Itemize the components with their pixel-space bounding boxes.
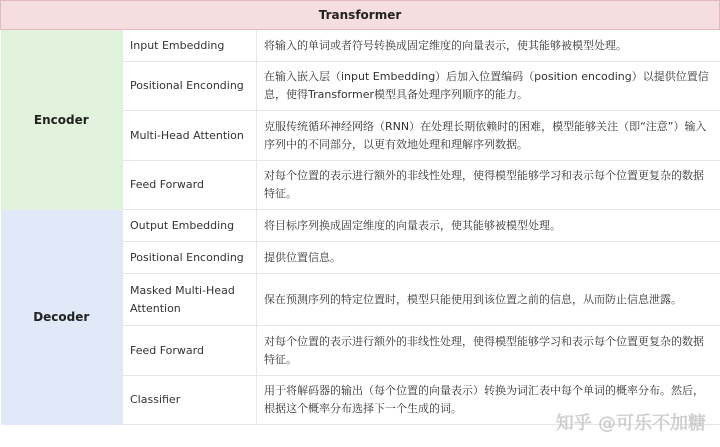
- component-description: 提供位置信息。: [257, 242, 720, 274]
- component-description: 将目标序列换成固定维度的向量表示，使其能够被模型处理。: [257, 210, 720, 242]
- component-name: Positional Enconding: [123, 242, 257, 274]
- component-name: Output Embedding: [123, 210, 257, 242]
- component-description: 用于将解码器的输出（每个位置的向量表示）转换为词汇表中每个单词的概率分布。然后，根据这个概率分布选择下一个生成的词。: [257, 376, 720, 425]
- component-name: Multi-Head Attention: [123, 111, 257, 161]
- component-description: 克服传统循环神经网络（RNN）在处理长期依赖时的困难，模型能够关注（即“注意”）输入序列中的不同部分，以更有效地处理和理解序列数据。: [257, 111, 720, 161]
- decoder-group-label: Decoder: [1, 210, 123, 425]
- component-name: Masked Multi-Head Attention: [123, 274, 257, 326]
- table-title-row: [1, 1, 720, 30]
- table-row: [1, 210, 720, 242]
- component-description: 将输入的单词或者符号转换成固定维度的向量表示，使其能够被模型处理。: [257, 30, 720, 62]
- component-description: 在输入嵌入层（input Embedding）后加入位置编码（position encoding）以提供位置信息，使得Transformer模型具备处理序列顺序的能力。: [257, 62, 720, 111]
- component-description: 对每个位置的表示进行额外的非线性处理，使得模型能够学习和表示每个位置更复杂的数据特征。: [257, 161, 720, 210]
- component-name: Feed Forward: [123, 326, 257, 376]
- component-name: Input Embedding: [123, 30, 257, 62]
- component-description: 保在预测序列的特定位置时，模型只能使用到该位置之前的信息，从而防止信息泄露。: [257, 274, 720, 326]
- table-row: [1, 30, 720, 62]
- component-name: Feed Forward: [123, 161, 257, 210]
- table-title: Transformer: [1, 1, 720, 30]
- component-name: Positional Enconding: [123, 62, 257, 111]
- encoder-group-label: Encoder: [1, 30, 123, 210]
- component-description: 对每个位置的表示进行额外的非线性处理，使得模型能够学习和表示每个位置更复杂的数据特征。: [257, 326, 720, 376]
- component-name: Classifier: [123, 376, 257, 425]
- watermark: 知乎 @可乐不加糖: [555, 413, 706, 434]
